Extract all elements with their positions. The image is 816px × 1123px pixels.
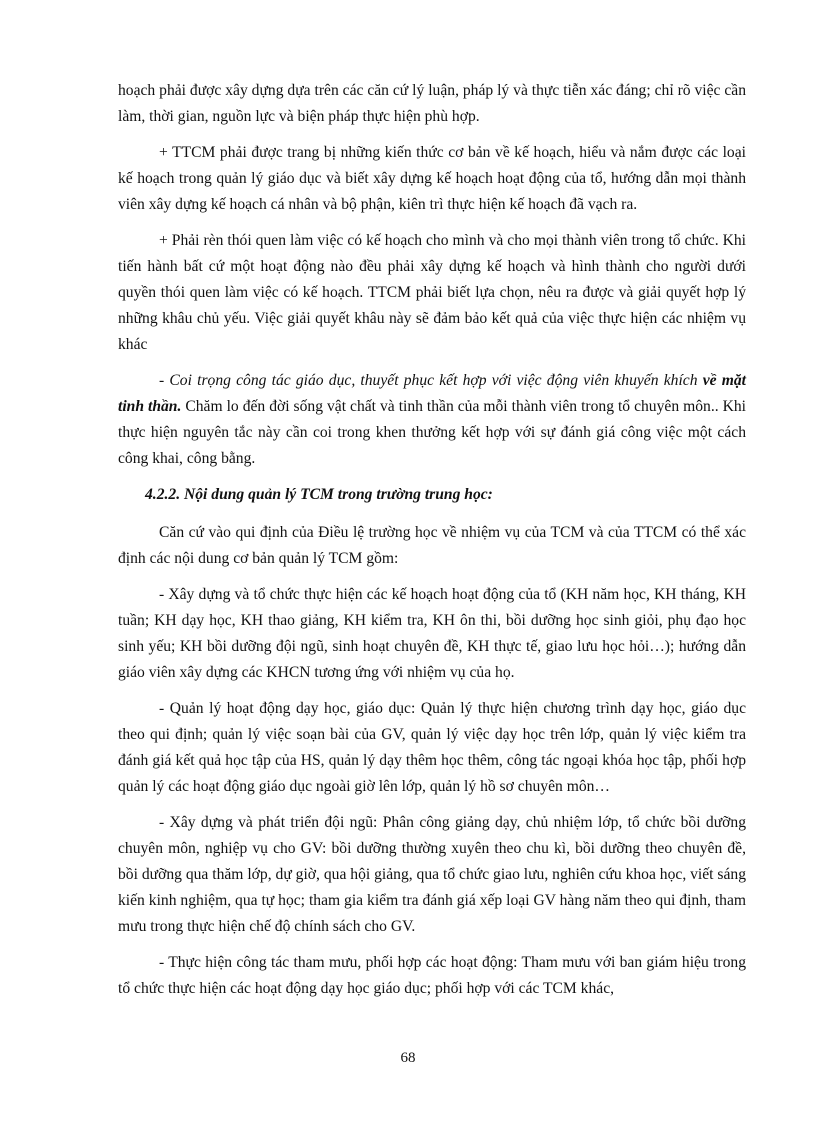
- paragraph-ttcm-training: + TTCM phải được trang bị những kiến thức cơ bản về kế hoạch, hiểu và nắm được các loại kế hoạch trong quản lý giáo dục và biết xây dựng kế hoạch hoạt động của tổ, hướng dẫn mọi thành viên xây dựng kế hoạch cá nhân và bộ phận, kiên trì thực hiện kế hoạch đã vạch ra.: [118, 144, 746, 213]
- paragraph-section-intro: Căn cứ vào qui định của Điều lệ trường học về nhiệm vụ của TCM và của TTCM có thể xác định các nội dung cơ bản quản lý TCM gồm:: [118, 524, 746, 567]
- section-heading-4-2-2: 4.2.2. Nội dung quản lý TCM trong trường trung học:: [145, 486, 493, 503]
- paragraph-staff-development: - Xây dựng và phát triển đội ngũ: Phân công giảng dạy, chủ nhiệm lớp, tổ chức bồi dưỡng chuyên môn, nghiệp vụ cho GV: bồi dưỡng thường xuyên theo chu kì, bồi dưỡng theo chuyên đề, bồi dưỡng qua thăm lớp, dự giờ, qua hội giảng, qua tổ chức giao lưu, nghiên cứu khoa học, viết sáng kiến kinh nghiệm, qua tự học; tham gia kiểm tra đánh giá xếp loại GV hàng năm theo qui định, tham mưu trong thực hiện chế độ chính sách cho GV.: [118, 814, 746, 935]
- principle-rest: Chăm lo đến đời sống vật chất và tinh thần của mỗi thành viên trong tổ chuyên môn.. Khi thực hiện nguyên tắc này cần coi trong khen thưởng kết hợp với sự đánh giá công việc một cách công khai, công bằng.: [118, 398, 746, 467]
- paragraph-planning-habit: + Phải rèn thói quen làm việc có kế hoạch cho mình và cho mọi thành viên trong tổ chức. Khi tiến hành bất cứ một hoạt động nào đều phải xây dựng kế hoạch và hình thành cho người dưới quyền thói quen làm việc có kế hoạch. TTCM phải biết lựa chọn, nêu ra được và giải quyết hợp lý những khâu chủ yếu. Việc giải quyết khâu này sẽ đảm bảo kết quả của việc thực hiện các nhiệm vụ khác: [118, 232, 746, 353]
- page-number: 68: [400, 1050, 416, 1066]
- paragraph-education-principle: [118, 368, 746, 472]
- principle-italic-lead: - Coi trọng công tác giáo dục, thuyết phục kết hợp với việc động viên khuyến khích: [159, 372, 703, 389]
- paragraph-plan-basis: hoạch phải được xây dựng dựa trên các căn cứ lý luận, pháp lý và thực tiễn xác đáng; chỉ rõ việc cần làm, thời gian, nguồn lực và biện pháp thực hiện phù hợp.: [118, 82, 746, 125]
- principle-bold-text: về mặt tinh thần.: [118, 372, 747, 415]
- paragraph-teaching-management: - Quản lý hoạt động dạy học, giáo dục: Quản lý thực hiện chương trình dạy học, giáo dục theo qui định; quản lý việc soạn bài của GV, quản lý việc dạy học trên lớp, quản lý việc kiểm tra đánh giá kết quả học tập của HS, quản lý dạy thêm học thêm, công tác ngoại khóa học tập, phối hợp quản lý các hoạt động giáo dục ngoài giờ lên lớp, quản lý hồ sơ chuyên môn…: [118, 700, 746, 795]
- paragraph-advisory-coordination: - Thực hiện công tác tham mưu, phối hợp các hoạt động: Tham mưu với ban giám hiệu trong tổ chức thực hiện các hoạt động dạy học giáo dục; phối hợp với các TCM khác,: [118, 954, 746, 997]
- paragraph-plan-building: - Xây dựng và tổ chức thực hiện các kế hoạch hoạt động của tổ (KH năm học, KH tháng, KH tuần; KH dạy học, KH thao giảng, KH kiểm tra, KH ôn thi, bồi dưỡng học sinh giỏi, phụ đạo học sinh yếu; KH bồi dưỡng đội ngũ, sinh hoạt chuyên đề, KH thực tế, giao lưu học hỏi…); hướng dẫn giáo viên xây dựng các KHCN tương ứng với nhiệm vụ của họ.: [118, 586, 746, 681]
- page-body: [118, 78, 746, 1012]
